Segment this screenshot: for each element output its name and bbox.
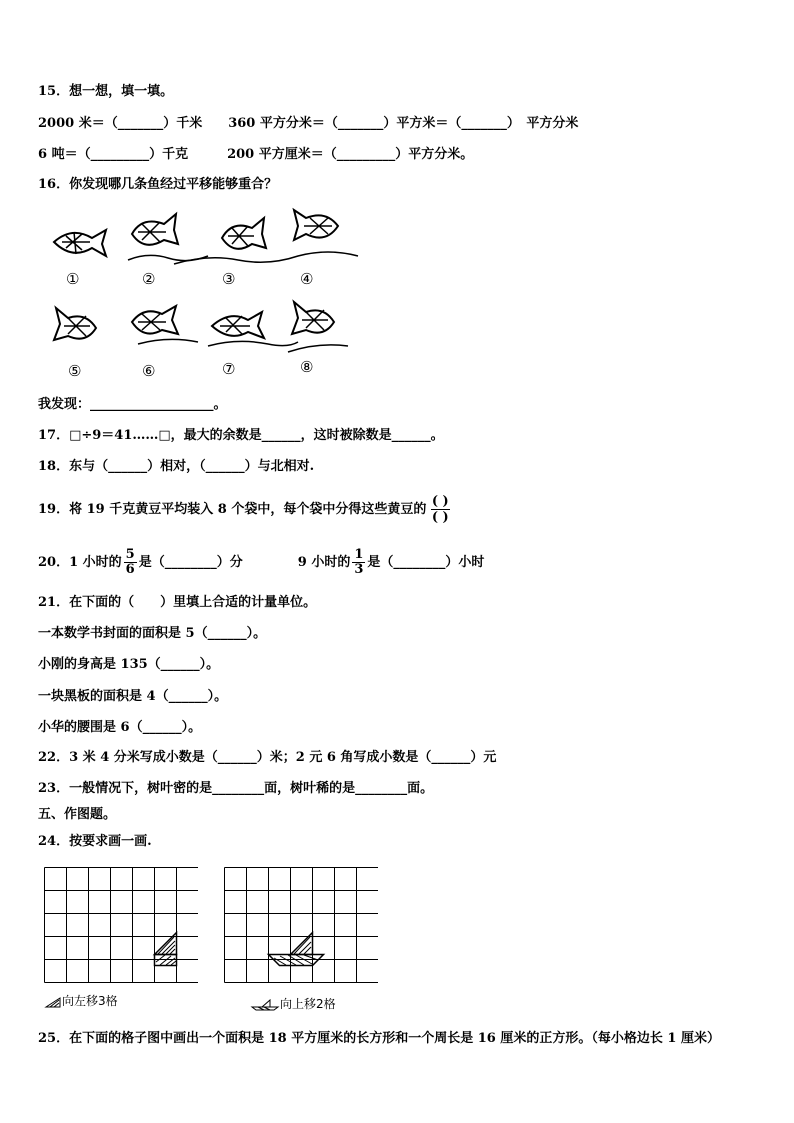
fish-label-2: ② xyxy=(142,270,156,288)
fish-label-6: ⑥ xyxy=(142,362,156,380)
q21-title: 21．在下面的（ ）里填上合适的计量单位。 xyxy=(38,595,317,610)
fish-label-5: ⑤ xyxy=(68,362,82,380)
q19-fraction-denominator: ( ) xyxy=(431,510,449,525)
q15-row2: 6 吨＝（_________）千克 200 平方厘米＝（_________）平方分米。 xyxy=(38,147,474,162)
q23: 23．一般情况下，树叶密的是________面，树叶稀的是________面。 xyxy=(38,781,434,796)
q20-frac1-den: 6 xyxy=(125,562,135,577)
shape-2-legend-icon xyxy=(250,999,280,1011)
q21-item-1: 一本数学书封面的面积是 5（______）。 xyxy=(38,626,267,641)
grid-2-label: 向上移2格 xyxy=(280,997,336,1011)
section-5-heading: 五、作图题。 xyxy=(38,807,117,822)
q18: 18．东与（______）相对，（______）与北相对. xyxy=(38,459,315,474)
fish-label-1: ① xyxy=(66,270,80,288)
q20 xyxy=(38,548,484,577)
fish-label-4: ④ xyxy=(300,270,314,288)
q24-title: 24．按要求画一画. xyxy=(38,834,152,849)
fish-figure xyxy=(38,198,378,386)
q21-item-2: 小刚的身高是 135（______）。 xyxy=(38,657,220,672)
q20-fraction-1 xyxy=(124,548,137,577)
fish-label-7: ⑦ xyxy=(222,360,236,378)
q20-frac2-den: 3 xyxy=(354,562,364,577)
shape-1-icon xyxy=(155,933,177,966)
water-lines-row2 xyxy=(38,324,378,358)
grid-1-caption xyxy=(44,992,118,1009)
q20-frac1-num: 5 xyxy=(125,547,135,562)
grid-1 xyxy=(44,867,198,983)
q20-fraction-2 xyxy=(352,548,365,577)
q22: 22．3 米 4 分米写成小数是（______）米；2 元 6 角写成小数是（______）元 xyxy=(38,750,497,765)
q25: 25．在下面的格子图中画出一个面积是 18 平方厘米的长方形和一个周长是 16 厘米的正方形。（每小格边长 1 厘米） xyxy=(38,1031,720,1046)
grid-2 xyxy=(224,867,378,983)
q16-answer: 我发现：___________________。 xyxy=(38,397,227,412)
q21-item-4: 小华的腰围是 6（______）。 xyxy=(38,720,202,735)
q19 xyxy=(38,494,450,525)
q19-fraction-numerator: ( ) xyxy=(431,494,449,509)
water-lines-row1 xyxy=(38,238,378,268)
q20-part1-post: 是（________）分 xyxy=(138,555,243,570)
fish-label-8: ⑧ xyxy=(300,358,314,376)
q20-frac2-num: 1 xyxy=(354,547,364,562)
q19-text: 19．将 19 千克黄豆平均装入 8 个袋中，每个袋中分得这些黄豆的 xyxy=(38,502,427,517)
q17: 17．□÷9＝41……□，最大的余数是______，这时被除数是______。 xyxy=(38,428,444,443)
q16-title: 16．你发现哪几条鱼经过平移能够重合？ xyxy=(38,177,278,192)
q20-part2-post: 是（________）小时 xyxy=(367,555,485,570)
q20-part1-pre: 20．1 小时的 xyxy=(38,555,122,570)
q15-title: 15．想一想，填一填。 xyxy=(38,84,174,99)
fish-label-3: ③ xyxy=(222,270,236,288)
q15-row1: 2000 米＝（_______）千米 360 平方分米＝（_______）平方米＝（_______） 平方分米 xyxy=(38,116,579,131)
q19-fraction xyxy=(431,494,450,525)
q20-part2-pre: 9 小时的 xyxy=(297,555,351,570)
grid-2-caption xyxy=(250,995,336,1012)
shape-2-icon xyxy=(269,933,324,966)
shape-1-legend-icon xyxy=(44,996,62,1008)
q21-item-3: 一块黑板的面积是 4（______）。 xyxy=(38,689,228,704)
grid-1-label: 向左移3格 xyxy=(62,994,118,1008)
